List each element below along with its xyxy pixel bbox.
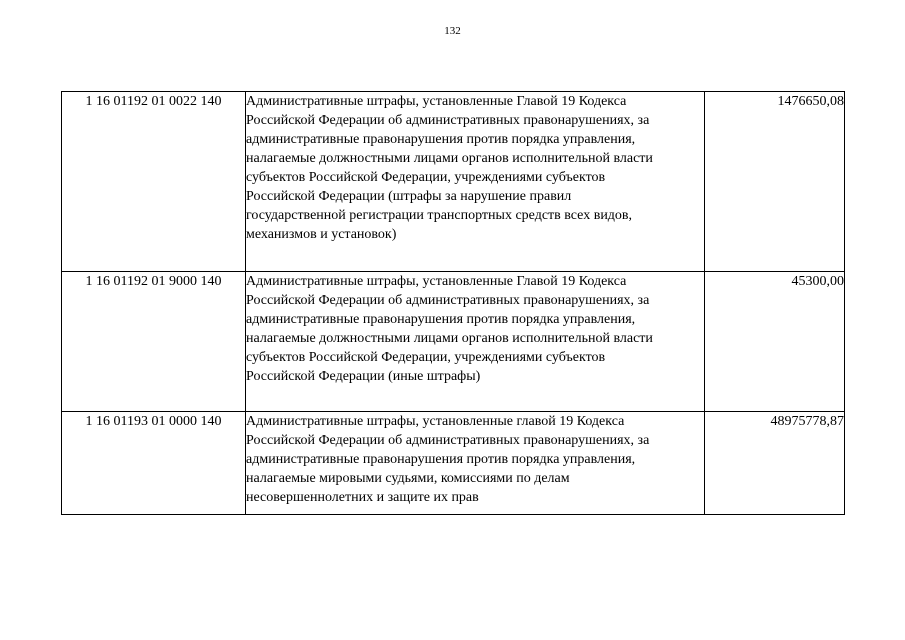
revenue-description: Административные штрафы, установленные Главой 19 Кодекса Российской Федерации об административных правонарушениях, за административные правонарушения против порядка управления, налагаемые должностными лицами органов исполнительной власти субъектов Российской Федерации, учреждениями субъектов Российской Федерации (штрафы за нарушение правил государственной регистрации транспортных средств всех видов, механизмов и установок): [246, 94, 653, 242]
page-number: 132: [444, 25, 461, 37]
revenue-amount: 45300,00: [705, 272, 845, 412]
revenue-description-cell: [246, 92, 705, 272]
revenue-description: Административные штрафы, установленные главой 19 Кодекса Российской Федерации об административных правонарушениях, за административные правонарушения против порядка управления, налагаемые мировыми судьями, комиссиями по делам несовершеннолетних и защите их прав: [246, 414, 650, 505]
revenue-description: Административные штрафы, установленные Главой 19 Кодекса Российской Федерации об административных правонарушениях, за административные правонарушения против порядка управления, налагаемые должностными лицами органов исполнительной власти субъектов Российской Федерации, учреждениями субъектов Российской Федерации (иные штрафы): [246, 274, 653, 384]
table-row: [62, 412, 845, 515]
revenue-description-cell: [246, 272, 705, 412]
budget-revenue-table: [61, 91, 845, 515]
table-row: [62, 272, 845, 412]
table-row: [62, 92, 845, 272]
budget-classification-code: 1 16 01192 01 9000 140: [62, 272, 246, 412]
revenue-amount: 48975778,87: [705, 412, 845, 515]
budget-classification-code: 1 16 01193 01 0000 140: [62, 412, 246, 515]
revenue-amount: 1476650,08: [705, 92, 845, 272]
revenue-description-cell: [246, 412, 705, 515]
budget-classification-code: 1 16 01192 01 0022 140: [62, 92, 246, 272]
